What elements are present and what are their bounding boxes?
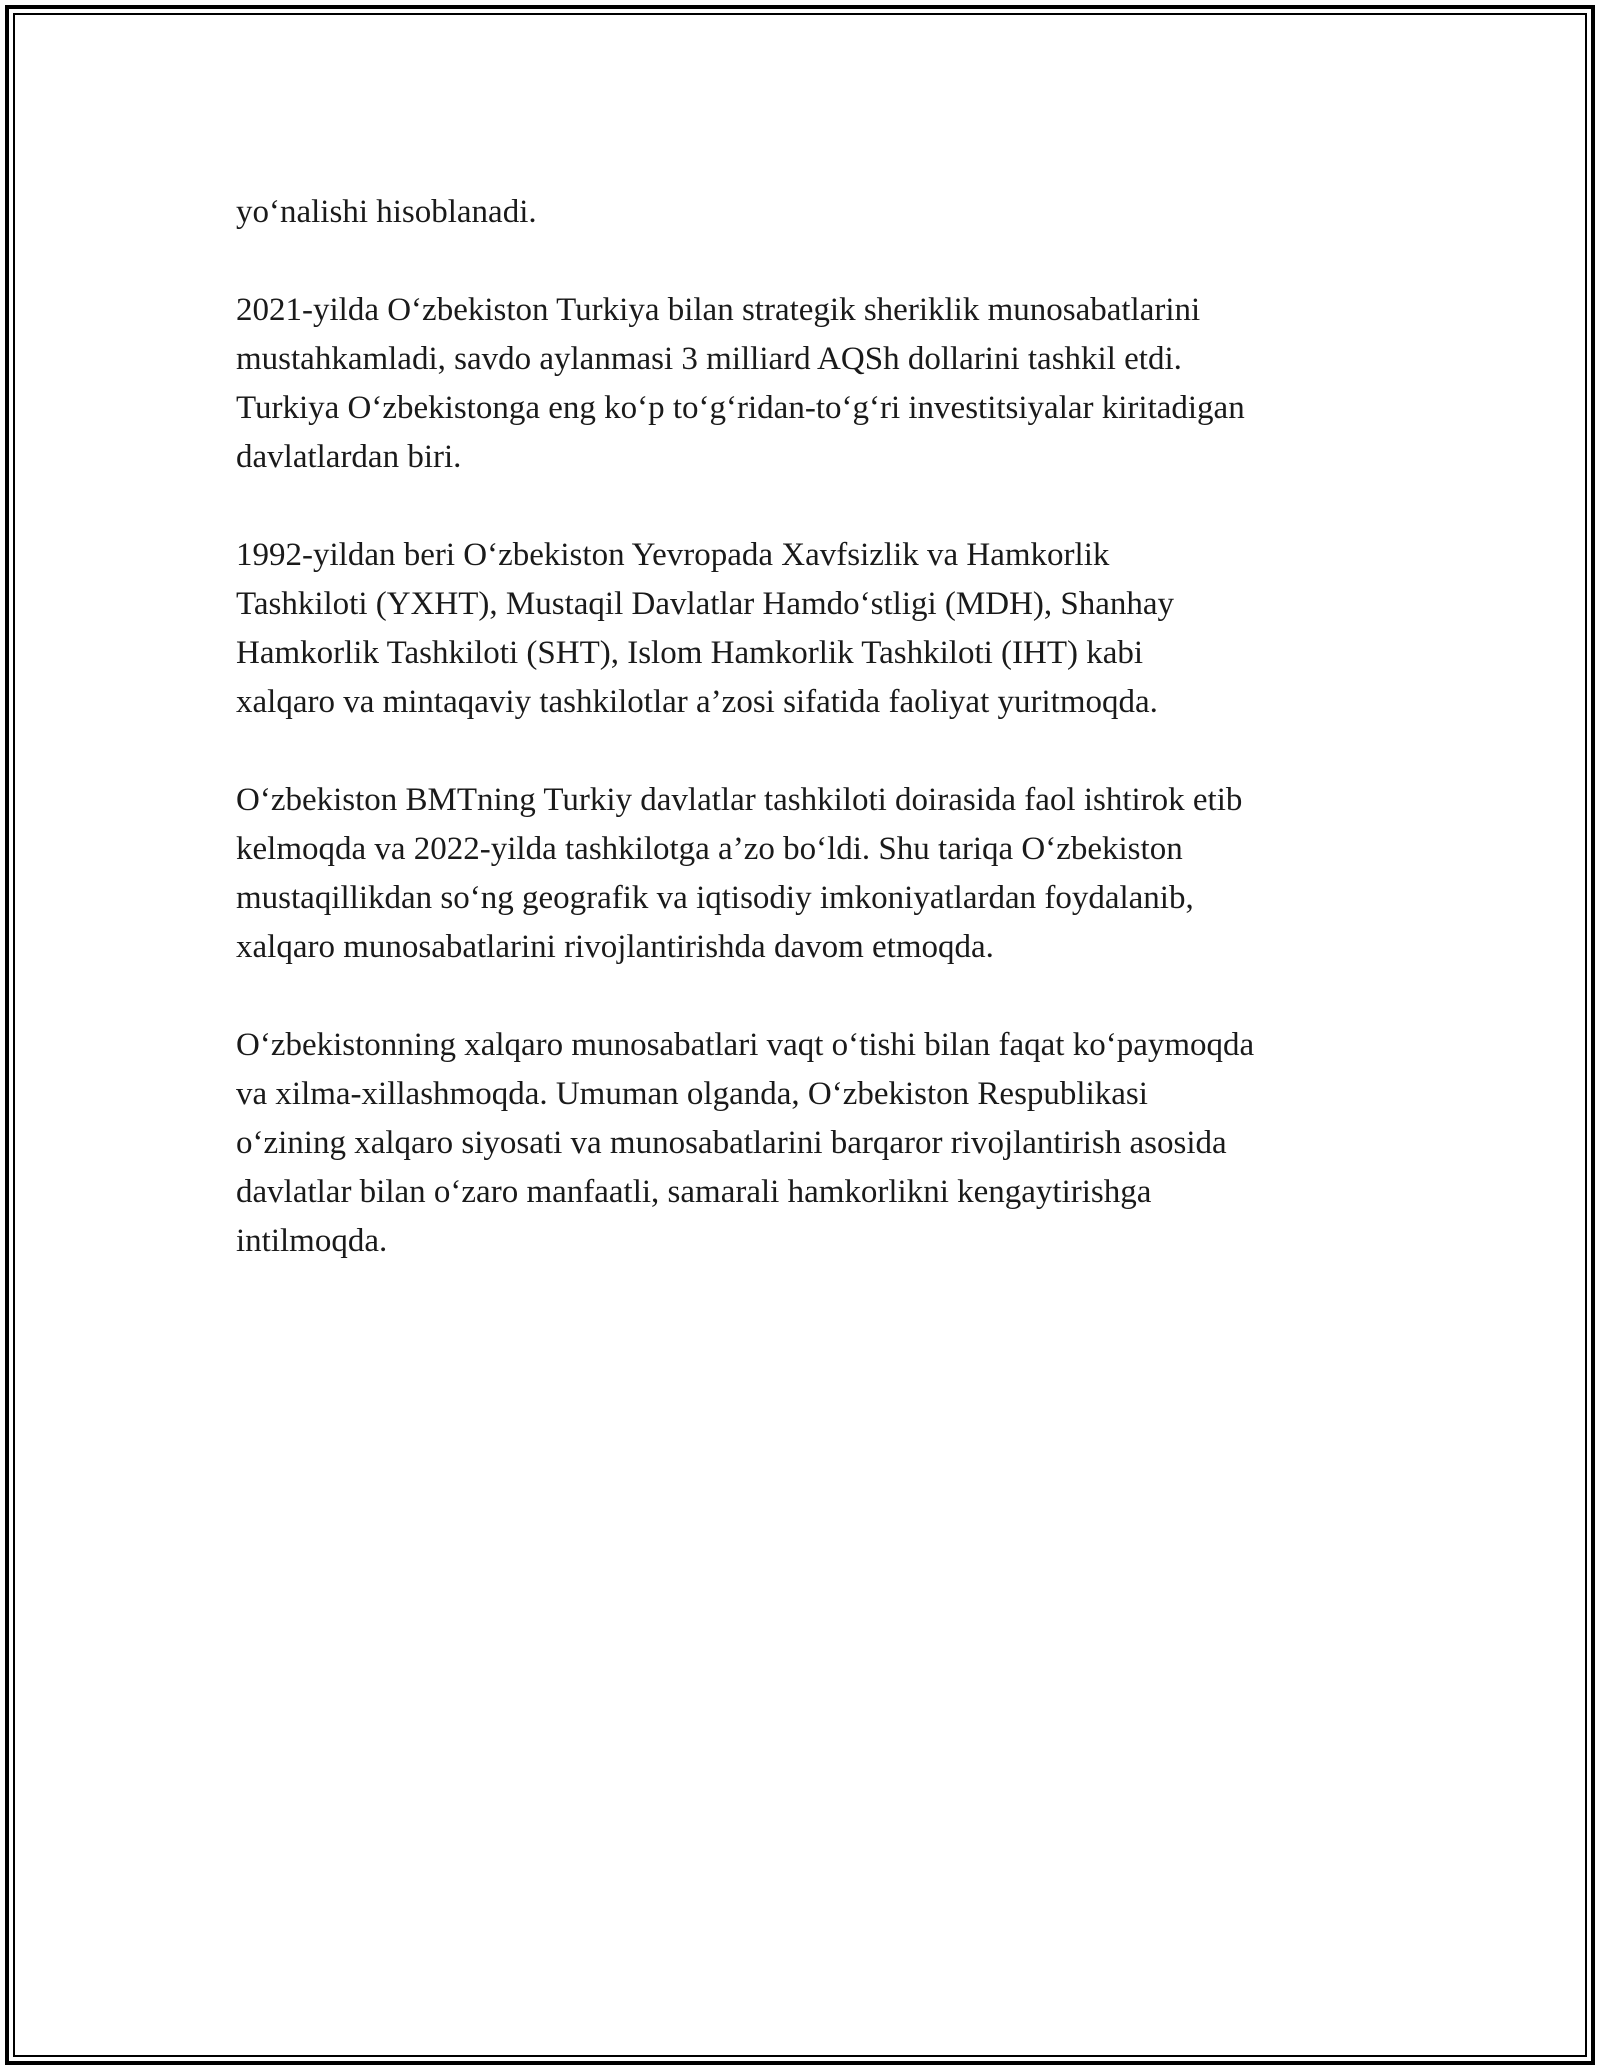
text-line: xalqaro munosabatlarini rivojlantirishda davom etmoqda. [236,929,994,965]
paragraph-2 [236,286,1376,482]
text-line: davlatlardan biri. [236,439,462,475]
text-line: o‘zining xalqaro siyosati va munosabatlarini barqaror rivojlantirish asosida [236,1125,1227,1161]
text-line: O‘zbekistonning xalqaro munosabatlari vaqt o‘tishi bilan faqat ko‘paymoqda [236,1027,1255,1063]
paragraph-3 [236,531,1376,727]
text-line: O‘zbekiston BMTning Turkiy davlatlar tashkiloti doirasida faol ishtirok etib [236,782,1243,818]
paragraph-1 [236,188,1376,237]
text-line: mustahkamladi, savdo aylanmasi 3 milliard AQSh dollarini tashkil etdi. [236,341,1182,377]
text-line: 1992-yildan beri O‘zbekiston Yevropada Xavfsizlik va Hamkorlik [236,537,1110,573]
text-line: Hamkorlik Tashkiloti (SHT), Islom Hamkorlik Tashkiloti (IHT) kabi [236,635,1144,671]
text-line: 2021-yilda O‘zbekiston Turkiya bilan strategik sheriklik munosabatlarini [236,292,1201,328]
text-line: intilmoqda. [236,1223,388,1259]
text-line: kelmoqda va 2022-yilda tashkilotga a’zo bo‘ldi. Shu tariqa O‘zbekiston [236,831,1183,867]
text-line: yo‘nalishi hisoblanadi. [236,194,537,230]
text-line: xalqaro va mintaqaviy tashkilotlar a’zosi sifatida faoliyat yuritmoqda. [236,684,1158,720]
text-line: mustaqillikdan so‘ng geografik va iqtisodiy imkoniyatlardan foydalanib, [236,880,1194,916]
paragraph-4 [236,776,1376,972]
paragraph-5 [236,1021,1376,1266]
text-line: Tashkiloti (YXHT), Mustaqil Davlatlar Hamdo‘stligi (MDH), Shanhay [236,586,1175,622]
text-line: Turkiya O‘zbekistonga eng ko‘p to‘g‘ridan-to‘g‘ri investitsiyalar kiritadigan [236,390,1245,426]
text-line: davlatlar bilan o‘zaro manfaatli, samarali hamkorlikni kengaytirishga [236,1174,1152,1210]
text-line: va xilma-xillashmoqda. Umuman olganda, O‘zbekiston Respublikasi [236,1076,1148,1112]
document-body [236,188,1376,1315]
